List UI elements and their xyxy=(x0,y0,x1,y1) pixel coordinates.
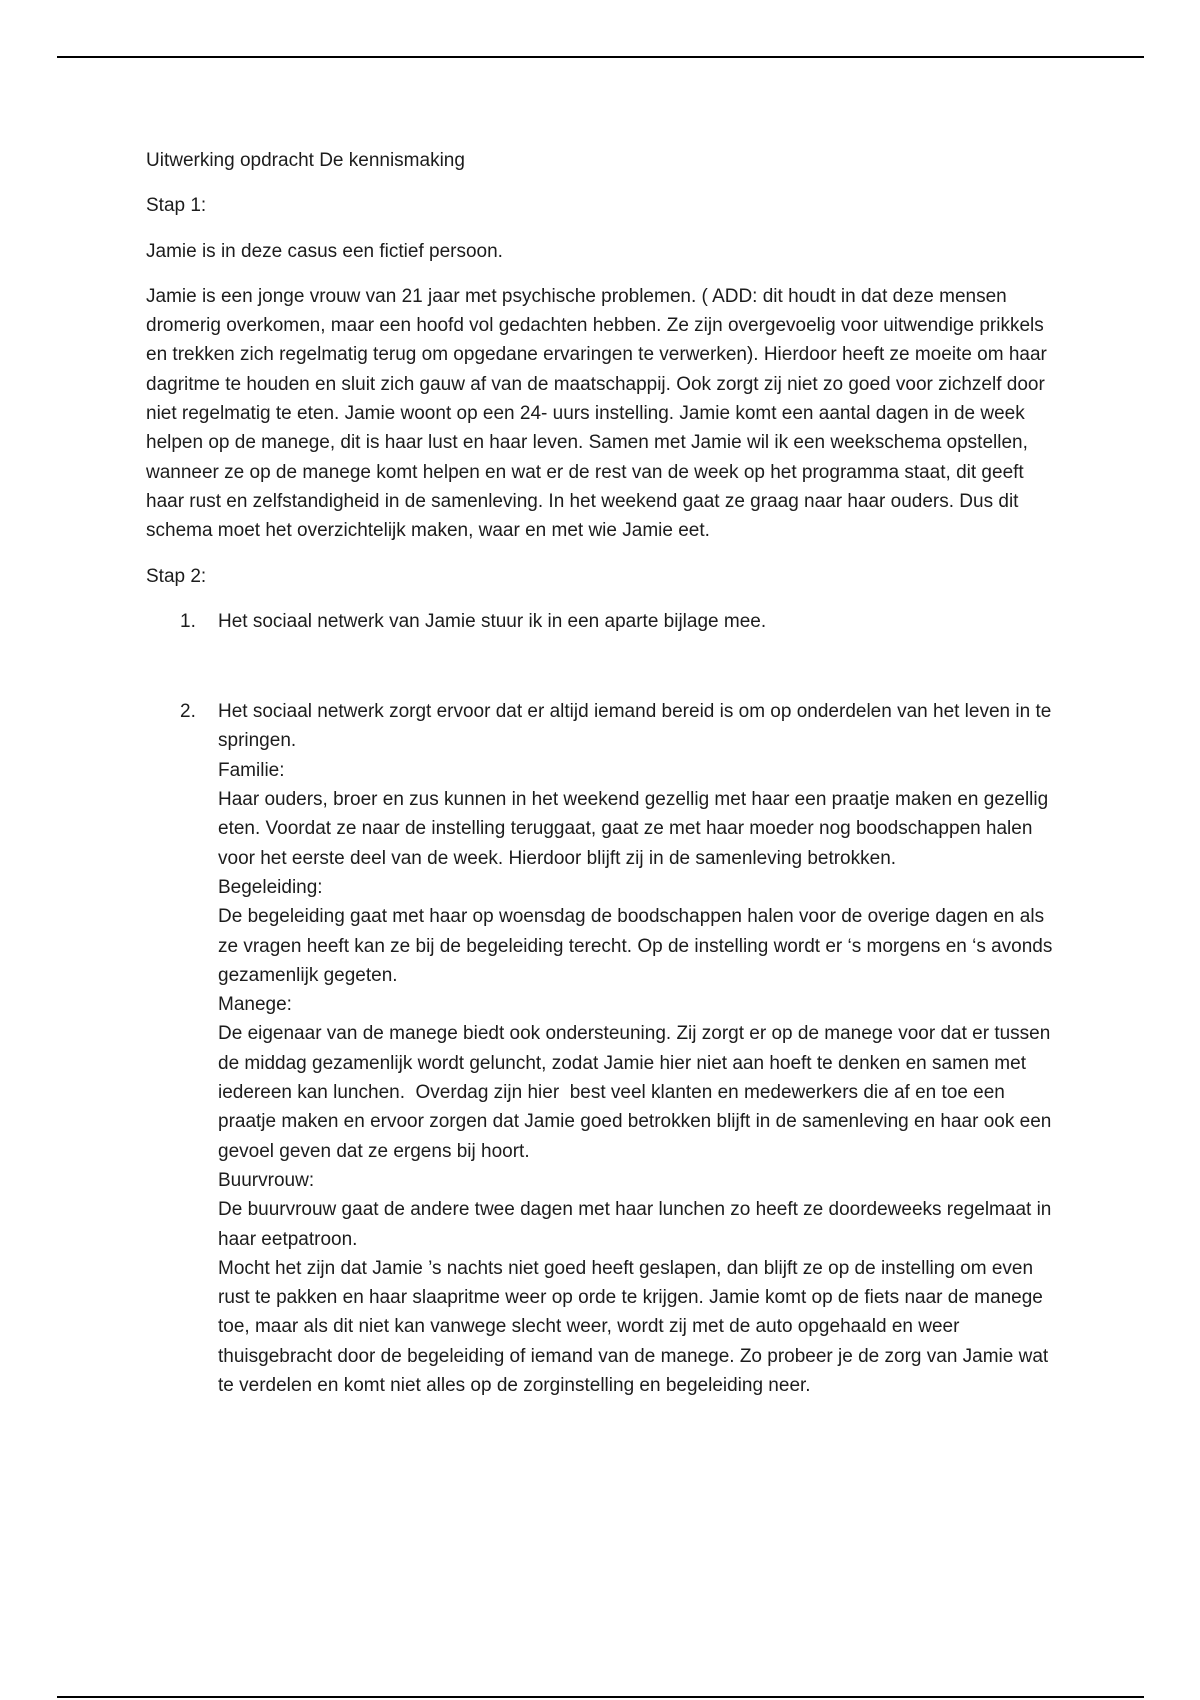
subheading-familie: Familie: xyxy=(218,759,285,781)
closing-text: Mocht het zijn dat Jamie ’s nachts niet goed heeft geslapen, dan blijft ze op de instelling om even rust te pakken en haar slaapritme weer op orde te krijgen. Jamie komt op de fiets naar de manege toe, maar als dit niet kan vanwege slecht weer, wordt zij met de auto opgehaald en weer thuisgebracht door de begeleiding of iemand van de manege. Zo probeer je de zorg van Jamie wat te verdelen en komt niet alles op de zorginstelling en begeleiding neer. xyxy=(218,1257,1054,1396)
list-item xyxy=(146,607,1066,636)
begeleiding-text: De begeleiding gaat met haar op woensdag de boodschappen halen voor de overige dagen en als ze vragen heeft kan ze bij de begeleiding terecht. Op de instelling wordt er ‘s morgens en ‘s avonds gezamenlijk gegeten. xyxy=(218,906,1058,986)
step2-list xyxy=(146,607,1066,1400)
list-item xyxy=(146,697,1066,1400)
step1-heading: Stap 1: xyxy=(146,195,207,217)
step1-body: Jamie is een jonge vrouw van 21 jaar met psychische problemen. ( ADD: dit houdt in dat deze mensen dromerig overkomen, maar een hoofd vol gedachten hebben. Ze zijn overgevoelig voor uitwendige prikkels en trekken zich regelmatig terug om opgedane ervaringen te verwerken). Hierdoor heeft ze moeite om haar dagritme te houden en sluit zich gauw af van de maatschappij. Ook zorgt zij niet zo goed voor zichzelf door niet regelmatig te eten. Jamie woont op een 24- uurs instelling. Jamie komt een aantal dagen in de week helpen op de manege, dit is haar lust en haar leven. Samen met Jamie wil ik een weekschema opstellen, wanneer ze op de manege komt helpen en wat er de rest van de week op het programma staat, dit geeft haar rust en zelfstandigheid in de samenleving. In het weekend gaat ze graag naar haar ouders. Dus dit schema moet het overzichtelijk maken, waar en met wie Jamie eet. xyxy=(146,285,1053,542)
list-item-text: Het sociaal netwerk zorgt ervoor dat er altijd iemand bereid is om op onderdelen van het leven in te springen. xyxy=(218,701,1057,752)
step1-intro: Jamie is in deze casus een fictief persoon. xyxy=(146,240,503,262)
list-number: 1. xyxy=(180,610,196,632)
document-title: Uitwerking opdracht De kennismaking xyxy=(146,150,465,171)
buurvrouw-text: De buurvrouw gaat de andere twee dagen met haar lunchen zo heeft ze doordeweeks regelmaat in haar eetpatroon. xyxy=(218,1199,1057,1250)
page-bottom-rule xyxy=(57,1696,1144,1698)
subheading-buurvrouw: Buurvrouw: xyxy=(218,1169,315,1191)
familie-text: Haar ouders, broer en zus kunnen in het weekend gezellig met haar een praatje maken en gezellig eten. Voordat ze naar de instelling teruggaat, gaat ze met haar moeder nog boodschappen halen voor het eerste deel van de week. Hierdoor blijft zij in de samenleving betrokken. xyxy=(218,789,1054,869)
manege-text: De eigenaar van de manege biedt ook ondersteuning. Zij zorgt er op de manege voor dat er tussen de middag gezamenlijk wordt geluncht, zodat Jamie hier niet aan hoeft te denken en samen met iedereen kan lunchen. Overdag zijn hier best veel klanten en medewerkers die af en toe een praatje maken en ervoor zorgen dat Jamie goed betrokken blijft in de samenleving en haar ook een gevoel geven dat ze ergens bij hoort. xyxy=(218,1023,1057,1162)
document-body xyxy=(146,146,1066,1400)
subheading-begeleiding: Begeleiding: xyxy=(218,876,323,898)
list-item-text: Het sociaal netwerk van Jamie stuur ik in een aparte bijlage mee. xyxy=(218,610,767,632)
list-number: 2. xyxy=(180,701,196,723)
subheading-manege: Manege: xyxy=(218,994,292,1016)
page-top-rule xyxy=(57,56,1144,58)
step2-heading: Stap 2: xyxy=(146,565,207,587)
